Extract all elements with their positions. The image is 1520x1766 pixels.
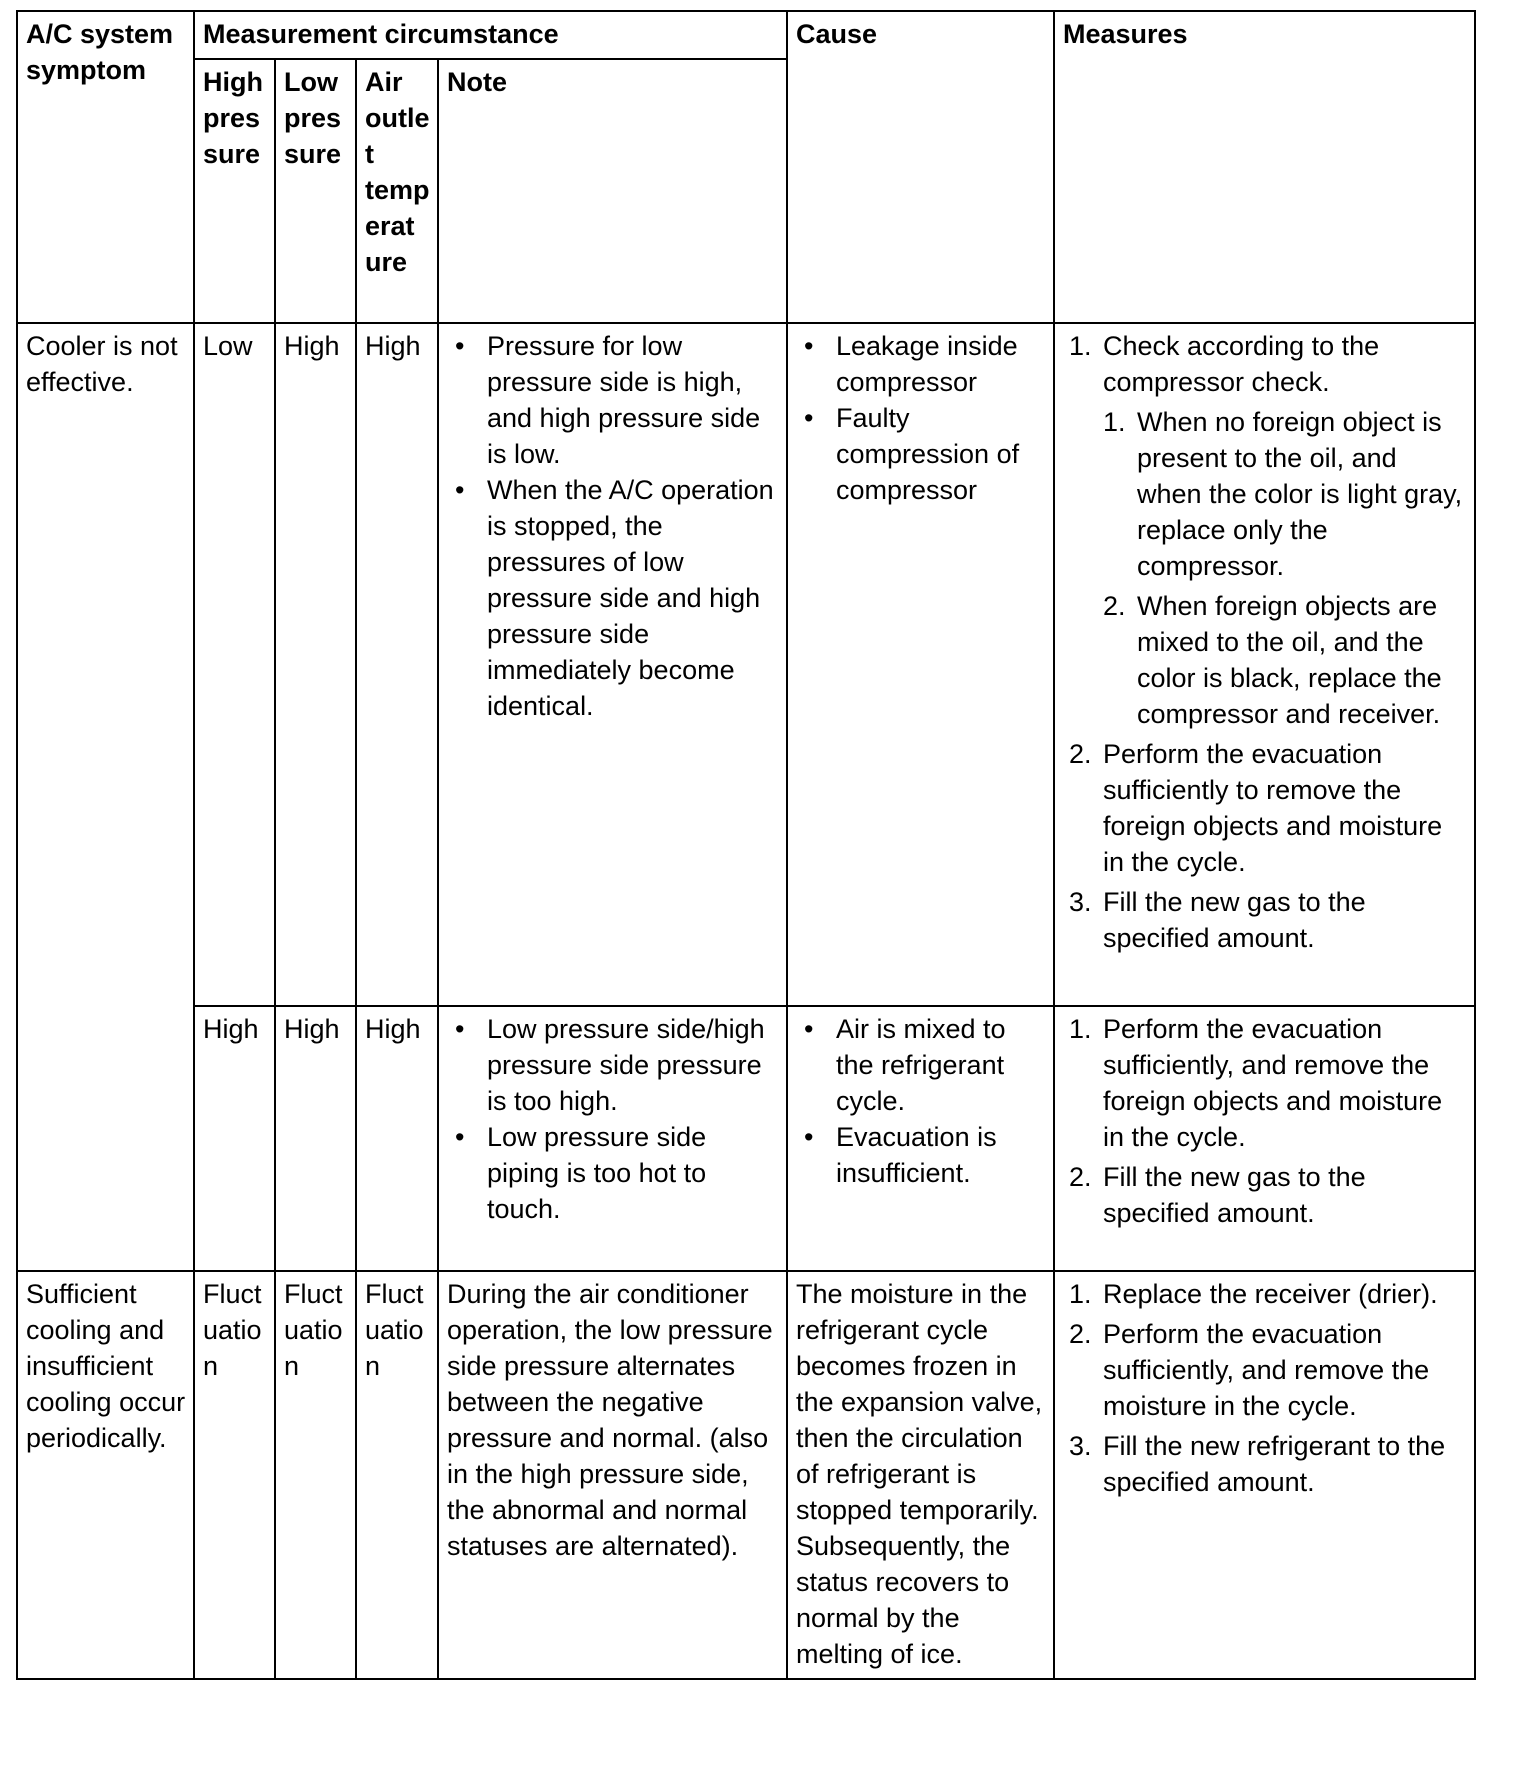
note-list (447, 328, 780, 724)
measures-list (1069, 328, 1468, 956)
step-text: Replace the receiver (drier). (1103, 1279, 1438, 1309)
measure-step (1069, 1159, 1468, 1231)
cause-cell (787, 1006, 1054, 1271)
measures-cell (1054, 323, 1475, 1006)
step-text: Fill the new refrigerant to the specified amount. (1103, 1431, 1446, 1497)
sub-step-text: When no foreign object is present to the oil, and when the color is light gray, replace only the compressor. (1137, 407, 1463, 581)
header-row-1 (17, 11, 1475, 59)
air-outlet-cell: High (356, 1006, 438, 1271)
measure-step (1069, 1011, 1468, 1155)
note-cell (438, 1006, 787, 1271)
high-pressure-cell: Fluctuation (194, 1271, 275, 1679)
step-text: Fill the new gas to the specified amount. (1103, 887, 1366, 953)
low-pressure-cell: Fluctuation (275, 1271, 356, 1679)
measures-list (1069, 1276, 1468, 1500)
cause-list (796, 1011, 1047, 1191)
step-number: 3. (1069, 1431, 1092, 1461)
header-note: Note (438, 59, 787, 323)
step-number: 1. (1069, 1014, 1092, 1044)
header-air-outlet-temperature: Air outlet temperature (356, 59, 438, 323)
sub-step (1103, 588, 1468, 732)
cause-item: • Evacuation is insufficient. (796, 1119, 1047, 1191)
header-symptom: A/C system symptom (17, 11, 194, 323)
symptom-cell: Cooler is not effective. (17, 323, 194, 1271)
low-pressure-cell: High (275, 323, 356, 1006)
cause-item: • Air is mixed to the refrigerant cycle. (796, 1011, 1047, 1119)
measures-list (1069, 1011, 1468, 1231)
step-number: 1. (1069, 1279, 1092, 1309)
ac-troubleshooting-table (16, 10, 1476, 1680)
header-cause: Cause (787, 11, 1054, 323)
measure-step (1069, 884, 1468, 956)
note-item: • Low pressure side/high pressure side pressure is too high. (447, 1011, 780, 1119)
cause-item: • Faulty compression of compressor (796, 400, 1047, 508)
air-outlet-cell: High (356, 323, 438, 1006)
step-text: Fill the new gas to the specified amount. (1103, 1162, 1366, 1228)
air-outlet-cell: Fluctuation (356, 1271, 438, 1679)
header-measures: Measures (1054, 11, 1475, 323)
step-number: 2. (1069, 739, 1092, 769)
cause-cell: The moisture in the refrigerant cycle becomes frozen in the expansion valve, then the circulation of refrigerant is stopped temporarily. Subsequently, the status recovers to normal by the melting of ice. (787, 1271, 1054, 1679)
measure-step (1069, 328, 1468, 732)
symptom-cell: Sufficient cooling and insufficient cooling occur periodically. (17, 1271, 194, 1679)
note-cell (438, 323, 787, 1006)
measure-step (1069, 1428, 1468, 1500)
cause-list (796, 328, 1047, 508)
header-high-pressure: High pressure (194, 59, 275, 323)
cause-cell (787, 323, 1054, 1006)
measures-cell (1054, 1271, 1475, 1679)
sub-step-text: When foreign objects are mixed to the oil, and the color is black, replace the compressor and receiver. (1137, 591, 1442, 729)
table-row (17, 323, 1475, 1006)
note-item: • When the A/C operation is stopped, the pressures of low pressure side and high pressure side immediately become identical. (447, 472, 780, 724)
step-text: Check according to the compressor check. (1103, 331, 1380, 397)
note-list (447, 1011, 780, 1227)
step-text: Perform the evacuation sufficiently, and remove the foreign objects and moisture in the cycle. (1103, 1014, 1443, 1152)
sub-step-number: 1. (1103, 407, 1126, 437)
low-pressure-cell: High (275, 1006, 356, 1271)
measure-step (1069, 1316, 1468, 1424)
note-cell: During the air conditioner operation, the low pressure side pressure alternates between the negative pressure and normal. (also in the high pressure side, the abnormal and normal statuses are alternated). (438, 1271, 787, 1679)
step-number: 2. (1069, 1319, 1092, 1349)
step-number: 2. (1069, 1162, 1092, 1192)
table-row (17, 1271, 1475, 1679)
note-item: • Pressure for low pressure side is high, and high pressure side is low. (447, 328, 780, 472)
header-measurement-circumstance: Measurement circumstance (194, 11, 787, 59)
measure-step (1069, 736, 1468, 880)
sub-step (1103, 404, 1468, 584)
note-item: • Low pressure side piping is too hot to touch. (447, 1119, 780, 1227)
sub-step-number: 2. (1103, 591, 1126, 621)
sub-steps-list (1103, 404, 1468, 732)
header-low-pressure: Low pressure (275, 59, 356, 323)
measure-step (1069, 1276, 1468, 1312)
step-number: 3. (1069, 887, 1092, 917)
high-pressure-cell: High (194, 1006, 275, 1271)
measures-cell (1054, 1006, 1475, 1271)
step-number: 1. (1069, 331, 1092, 361)
troubleshooting-page (16, 10, 1476, 1680)
high-pressure-cell: Low (194, 323, 275, 1006)
table-row (17, 1006, 1475, 1271)
step-text: Perform the evacuation sufficiently, and remove the moisture in the cycle. (1103, 1319, 1430, 1421)
step-text: Perform the evacuation sufficiently to remove the foreign objects and moisture in the cycle. (1103, 739, 1443, 877)
cause-item: • Leakage inside compressor (796, 328, 1047, 400)
